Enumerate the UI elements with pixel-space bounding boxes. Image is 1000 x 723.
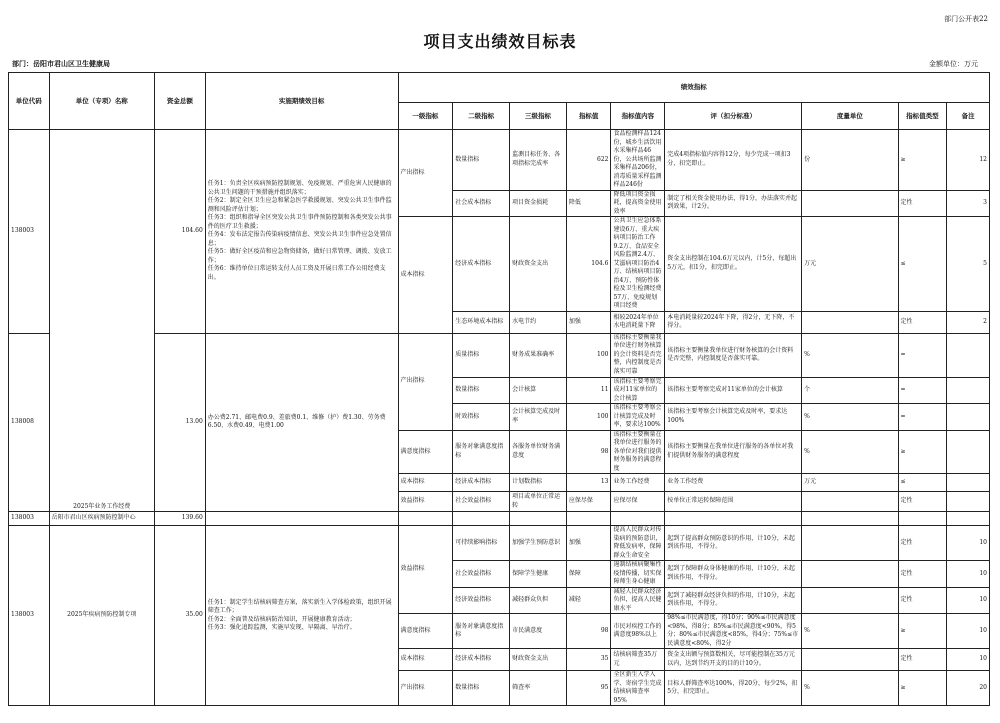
indicator-level1: 产出指标 — [398, 130, 453, 217]
header-level1: 一级指标 — [398, 103, 453, 130]
total-funds: 139.60 — [155, 512, 206, 526]
indicator-scoring: 完成4项指标值内容得12分，每少完成一项扣3分，扣完即止。 — [665, 130, 802, 191]
indicator-level1: 效益指标 — [398, 526, 453, 614]
indicator-remark — [947, 474, 990, 492]
empty-cell — [566, 512, 611, 526]
indicator-value: 95 — [566, 671, 611, 706]
header-level3: 三级指标 — [510, 103, 567, 130]
indicator-level2: 数量指标 — [453, 130, 510, 191]
indicator-value: 104.6 — [566, 217, 611, 312]
indicator-level3: 计划数指标 — [510, 474, 567, 492]
indicator-level3: 筛查率 — [510, 671, 567, 706]
empty-cell — [802, 512, 898, 526]
indicator-scoring: 该指标主要考察完成对11家单位的会计核算 — [665, 377, 802, 404]
header-measure-unit: 度量单位 — [802, 103, 898, 130]
indicator-remark — [947, 404, 990, 431]
unit-code: 138003 — [9, 526, 50, 706]
indicator-value: 100 — [566, 404, 611, 431]
indicator-measure-unit — [802, 587, 898, 614]
unit-name: 2025年业务工作经费 — [49, 130, 154, 512]
header-unit-code: 单位代码 — [9, 73, 50, 130]
indicator-measure-unit: % — [802, 404, 898, 431]
indicator-content: 该指标主要衡量我单位进行财务核算的会计资料是否完整，内控制度是否落实可靠 — [611, 333, 665, 377]
indicator-scoring: 起到了提高群众预防意识的作用，计10分，未起到该作用，不得分。 — [665, 526, 802, 561]
indicator-scoring: 资金支出额与预算数相关，尽可能控制在35万元以内，达到节约开支的目的计10分。 — [665, 649, 802, 671]
indicator-scoring: 起到了减轻群众经济负担的作用，计10分，未起到该作用，不得分。 — [665, 587, 802, 614]
indicator-content: 全区新生入学入学、寄宿学生完成结核病筛查率95% — [611, 671, 665, 706]
empty-cell — [398, 512, 453, 526]
indicator-remark: 10 — [947, 526, 990, 561]
header-remark: 备注 — [947, 103, 990, 130]
unit-name: 2025年疾病预防控制专项 — [49, 526, 154, 706]
indicator-level2: 经济效益指标 — [453, 587, 510, 614]
indicator-level3: 财政资金支出 — [510, 217, 567, 312]
indicator-value: 100 — [566, 333, 611, 377]
indicator-measure-unit: % — [802, 333, 898, 377]
indicator-remark: 20 — [947, 671, 990, 706]
indicator-content: 公共卫生应急体系建设6万、重大疾病项目防治工作9.2万、食品安全风险监测2.4万、艾滋病项目防治4万、结核病项目防治4万、预防性体检及卫生检测经费57万、免疫规划项目经费 — [611, 217, 665, 312]
indicator-level1: 产出指标 — [398, 333, 453, 430]
indicator-level2: 质量指标 — [453, 333, 510, 377]
indicator-content: 结核病筛查35万元 — [611, 649, 665, 671]
indicator-level3: 保障学生健康 — [510, 561, 567, 588]
indicator-value: 98 — [566, 614, 611, 649]
indicator-level2: 经济成本指标 — [453, 474, 510, 492]
indicator-value-type: 定性 — [898, 190, 947, 217]
indicator-value: 35 — [566, 649, 611, 671]
indicator-content: 应保尽保 — [611, 492, 665, 512]
indicator-level3: 项目或单位正常运转 — [510, 492, 567, 512]
indicator-value: 保障 — [566, 561, 611, 588]
page-title: 项目支出绩效目标表 — [423, 32, 577, 51]
indicator-value-type: 定性 — [898, 587, 947, 614]
indicator-level2: 服务对象满意度指标 — [453, 614, 510, 649]
indicator-value-type: ≥ — [898, 671, 947, 706]
performance-target-table — [8, 72, 990, 706]
indicator-level3: 财务成果准确率 — [510, 333, 567, 377]
empty-cell — [205, 512, 398, 526]
indicator-content: 业务工作经费 — [611, 474, 665, 492]
indicator-remark — [947, 377, 990, 404]
indicator-level1: 成本指标 — [398, 474, 453, 492]
indicator-level3: 各服务单位财务满意度 — [510, 430, 567, 474]
annual-goal: 任务1：制定学生结核病筛查方案，落实新生入学体检政策，组织开展筛查工作； 任务2：全面普及结核病防治知识，开展健康教育活动； 任务3：强化追踪监测，实施早发现、早隔离、早治疗。 — [205, 526, 398, 706]
indicator-value: 11 — [566, 377, 611, 404]
indicator-value-type: = — [898, 377, 947, 404]
indicator-level2: 服务对象满意度指标 — [453, 430, 510, 474]
indicator-value: 622 — [566, 130, 611, 191]
indicator-content: 减轻人民群众经济负担，提高人民健康水平 — [611, 587, 665, 614]
indicator-measure-unit — [802, 492, 898, 512]
indicator-content: 遏制结核病聚集性疫情传播，切实保障师生身心健康 — [611, 561, 665, 588]
indicator-level3: 监测目标任务、各项指标完成率 — [510, 130, 567, 191]
header-unit-name: 单位（专项）名称 — [49, 73, 154, 130]
indicator-value: 13 — [566, 474, 611, 492]
indicator-remark: 10 — [947, 561, 990, 588]
indicator-content: 市民对疾控工作的满意度98%以上 — [611, 614, 665, 649]
header-content: 指标值内容 — [611, 103, 665, 130]
indicator-remark — [947, 430, 990, 474]
indicator-value-type: 定性 — [898, 561, 947, 588]
indicator-level1: 成本指标 — [398, 217, 453, 334]
indicator-level2: 社会效益指标 — [453, 561, 510, 588]
indicator-measure-unit — [802, 649, 898, 671]
indicator-content: 降低项目资金损耗，提高资金使用效率 — [611, 190, 665, 217]
indicator-value-type: 定性 — [898, 311, 947, 333]
unit-code: 138003 — [9, 512, 50, 526]
indicator-value: 应保尽保 — [566, 492, 611, 512]
table-row — [9, 333, 990, 377]
unit-code: 138003 — [9, 130, 50, 334]
indicator-level3: 加强学生预防意识 — [510, 526, 567, 561]
indicator-level2: 经济成本指标 — [453, 649, 510, 671]
indicator-level1: 满意度指标 — [398, 430, 453, 474]
indicator-level2: 数量指标 — [453, 377, 510, 404]
indicator-remark: 12 — [947, 130, 990, 191]
indicator-value: 降低 — [566, 190, 611, 217]
indicator-level1: 满意度指标 — [398, 614, 453, 649]
indicator-level3: 减轻群众负担 — [510, 587, 567, 614]
indicator-level1: 产出指标 — [398, 671, 453, 706]
indicator-value: 98 — [566, 430, 611, 474]
department-label: 部门：岳阳市君山区卫生健康局 — [12, 59, 110, 68]
header-value: 指标值 — [566, 103, 611, 130]
indicator-scoring: 该指标主要考察会计核算完成及时率，要求达100% — [665, 404, 802, 431]
empty-cell — [611, 512, 665, 526]
header-annual-goal: 实施期绩效目标 — [205, 73, 398, 130]
indicator-level2: 生态环境成本指标 — [453, 311, 510, 333]
indicator-remark — [947, 333, 990, 377]
indicator-level3: 市民满意度 — [510, 614, 567, 649]
indicator-value-type: 定性 — [898, 649, 947, 671]
page-number-label: 部门公开表22 — [944, 15, 988, 23]
indicator-remark: 5 — [947, 217, 990, 312]
indicator-level2: 可持续影响指标 — [453, 526, 510, 561]
indicator-level3: 会计核算 — [510, 377, 567, 404]
indicator-measure-unit — [802, 190, 898, 217]
header-level2: 二级指标 — [453, 103, 510, 130]
empty-cell — [947, 512, 990, 526]
indicator-value-type: ≥ — [898, 430, 947, 474]
indicator-value-type: = — [898, 404, 947, 431]
table-row — [9, 526, 990, 561]
indicator-level3: 财政资金支出 — [510, 649, 567, 671]
indicator-remark: 3 — [947, 190, 990, 217]
indicator-level3: 水电节约 — [510, 311, 567, 333]
indicator-scoring: 该指标主要衡量在我单位进行服务的各单位对我们提供财务服务的满意程度 — [665, 430, 802, 474]
indicator-content: 该指标主要衡量在我单位进行服务的各单位对我们提供财务服务的满意程度 — [611, 430, 665, 474]
header-scoring: 评（扣分标准） — [665, 103, 802, 130]
indicator-level2: 经济成本指标 — [453, 217, 510, 312]
total-funds: 35.00 — [155, 526, 206, 706]
indicator-level2: 社会效益指标 — [453, 492, 510, 512]
empty-cell — [453, 512, 510, 526]
unit-name: 岳阳市君山区疾病预防控制中心 — [49, 512, 154, 526]
indicator-measure-unit: 份 — [802, 130, 898, 191]
indicator-value-type: ≥ — [898, 614, 947, 649]
indicator-scoring: 该指标主要衡量我单位进行财务核算的会计资料是否完整，内控制度是否落实可靠。 — [665, 333, 802, 377]
header-value-type: 指标值类型 — [898, 103, 947, 130]
empty-cell — [510, 512, 567, 526]
table-row — [9, 130, 990, 191]
unit-code: 138008 — [9, 333, 50, 512]
indicator-content: 该指标主要考察完成对11家单位的会计核算 — [611, 377, 665, 404]
indicator-measure-unit: 万元 — [802, 474, 898, 492]
indicator-measure-unit: % — [802, 430, 898, 474]
indicator-level1: 成本指标 — [398, 649, 453, 671]
indicator-level3: 会计核算完成及时率 — [510, 404, 567, 431]
indicator-measure-unit — [802, 561, 898, 588]
empty-cell — [665, 512, 802, 526]
indicator-scoring: 目标人群筛查率达100%，得20分，每少2%，扣5分，扣完即止。 — [665, 671, 802, 706]
indicator-content: 该指标主要考察会计核算完成及时率，要求达100% — [611, 404, 665, 431]
indicator-level2: 时效指标 — [453, 404, 510, 431]
indicator-content: 食品检测样品124份，城乡生活饮用水采集样品46份，公共场所监测采集样品206份，消毒质量采样监测样品246份 — [611, 130, 665, 191]
indicator-value-type: 定性 — [898, 492, 947, 512]
annual-goal: 任务1：负责全区疾病预防控制规划、免疫规划、严重危害人民健康的公共卫生问题的干预措施并组织落实； 任务2：制定全区卫生应急和紧急医学救援规划、突发公共卫生事件监测和风险评估计划； 任务3：组织和指导全区突发公共卫生事件预防控制和各类突发公共事件的医疗卫生救援； 任务4：发布法定报告传染病疫情信息、突发公共卫生事件应急处置信息； 任务5：做好全区疫苗和应急物资储备，做好日常管理、调拨、发放工作； 任务6：维持单位日常运转支付人员工资及开展日常工作公用经费支出。 — [205, 130, 398, 334]
indicator-measure-unit: % — [802, 671, 898, 706]
total-funds: 104.60 — [155, 130, 206, 334]
indicator-level3: 项目资金损耗 — [510, 190, 567, 217]
indicator-value-type: = — [898, 333, 947, 377]
indicator-content: 提高人民群众对传染病的预防意识，降低发病率，保障群众生命安全 — [611, 526, 665, 561]
indicator-value-type: 定性 — [898, 526, 947, 561]
indicator-level1: 效益指标 — [398, 492, 453, 512]
indicator-remark: 10 — [947, 587, 990, 614]
total-funds: 13.00 — [155, 333, 206, 512]
indicator-value-type: ≤ — [898, 217, 947, 312]
indicator-scoring: 制定了相关资金使用办法，得1分，办法落实并起到效果，计2分。 — [665, 190, 802, 217]
indicator-level2: 社会成本指标 — [453, 190, 510, 217]
indicator-remark — [947, 492, 990, 512]
indicator-value: 加强 — [566, 311, 611, 333]
annual-goal: 办公费2.71、邮电费0.9、差旅费0.1、维修（护）费1.30、劳务费6.50、水费0.49、电费1.00 — [205, 333, 398, 512]
indicator-content: 相较2024年单位水电消耗量下降 — [611, 311, 665, 333]
indicator-value: 减轻 — [566, 587, 611, 614]
indicator-remark: 2 — [947, 311, 990, 333]
indicator-remark: 10 — [947, 649, 990, 671]
indicator-measure-unit — [802, 526, 898, 561]
indicator-value-type: ≥ — [898, 130, 947, 191]
empty-cell — [898, 512, 947, 526]
header-indicators: 绩效指标 — [398, 73, 990, 103]
indicator-scoring: 业务工作经费 — [665, 474, 802, 492]
indicator-scoring: 起到了保障群众身体健康的作用，计10分，未起到该作用，不得分。 — [665, 561, 802, 588]
indicator-scoring: 按单位正常运转保障范围 — [665, 492, 802, 512]
indicator-level2: 数量指标 — [453, 671, 510, 706]
indicator-measure-unit: % — [802, 614, 898, 649]
indicator-value: 加强 — [566, 526, 611, 561]
indicator-scoring: 本电消耗量较2024年下降，得2分，无下降，不得分。 — [665, 311, 802, 333]
header-total-funds: 资金总额 — [155, 73, 206, 130]
indicator-value-type: ≤ — [898, 474, 947, 492]
indicator-measure-unit: 万元 — [802, 217, 898, 312]
summary-row — [9, 512, 990, 526]
amount-unit-label: 金额单位：万元 — [929, 60, 978, 68]
indicator-scoring: 98%≤市民满意度，得10分；90%≤市民满意度<98%，得8分；85%≤市民满意度<90%，得5分；80%≤市民满意度<85%，得4分；75%≤市民满意度<80%，得2分 — [665, 614, 802, 649]
indicator-measure-unit: 个 — [802, 377, 898, 404]
indicator-measure-unit — [802, 311, 898, 333]
indicator-remark: 10 — [947, 614, 990, 649]
indicator-scoring: 资金支出控制在104.6万元以内，计5分，每超出5万元，扣1分，扣完即止。 — [665, 217, 802, 312]
